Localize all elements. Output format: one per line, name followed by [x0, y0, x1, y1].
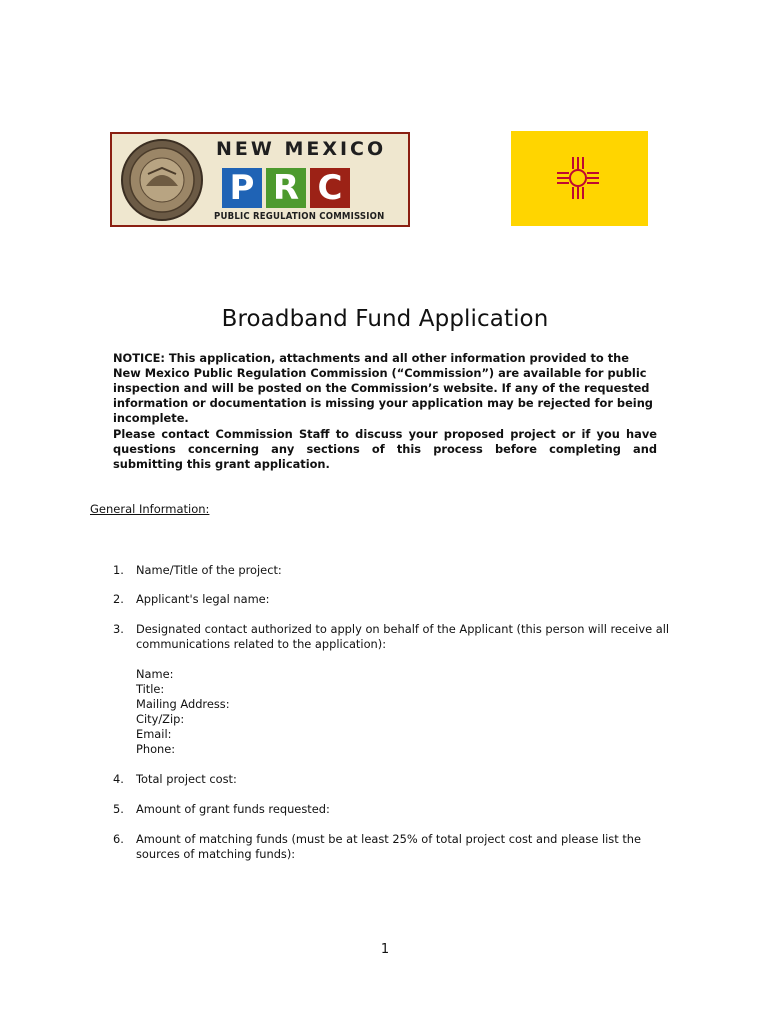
state-seal-icon [118, 138, 206, 222]
page-number: 1 [380, 942, 390, 957]
page-title: Broadband Fund Application [221, 306, 549, 332]
item-text: Total project cost: [136, 772, 237, 786]
logo-brand-bottom: PUBLIC REGULATION COMMISSION [214, 211, 385, 222]
item-number: 5. [113, 802, 124, 816]
logo-letter-c: C [310, 168, 350, 208]
item-number: 1. [113, 563, 124, 577]
nm-prc-logo [110, 132, 410, 227]
item-number: 4. [113, 772, 124, 786]
contact-field-label: Mailing Address: [136, 697, 230, 711]
logo-brand-top: NEW MEXICO [216, 138, 387, 160]
new-mexico-flag-icon [511, 131, 648, 226]
contact-paragraph: Please contact Commission Staff to discuss your proposed project or if you have questions concerning any sections of this process before completing and submitting this grant application. [113, 427, 657, 471]
logo-letters [222, 168, 350, 208]
item-text: Amount of grant funds requested: [136, 802, 330, 816]
contact-field-label: Title: [136, 682, 165, 696]
notice-paragraph: NOTICE: This application, attachments and all other information provided to the New Mexico Public Regulation Commission (“Commission”) are available for public inspection and will be posted on the Commission’s website. If any of the requested information or documentation is missing your application may be rejected for being incomplete. [113, 351, 653, 425]
contact-field-label: Name: [136, 667, 174, 681]
item-text: Designated contact authorized to apply on behalf of the Applicant (this person will receive all communications related to the application): [136, 622, 670, 651]
item-text: Name/Title of the project: [136, 563, 282, 577]
item-number: 3. [113, 622, 124, 636]
contact-field-label: Phone: [136, 742, 176, 756]
item-number: 2. [113, 592, 124, 606]
item-text: Applicant's legal name: [136, 592, 270, 606]
logo-letter-p: P [222, 168, 262, 208]
item-text: Amount of matching funds (must be at least 25% of total project cost and please list the sources of matching funds): [136, 832, 642, 861]
section-heading-general-information: General Information: [90, 502, 210, 516]
item-number: 6. [113, 832, 124, 846]
logo-letter-r: R [266, 168, 306, 208]
contact-field-label: Email: [136, 727, 172, 741]
contact-field-label: City/Zip: [136, 712, 185, 726]
